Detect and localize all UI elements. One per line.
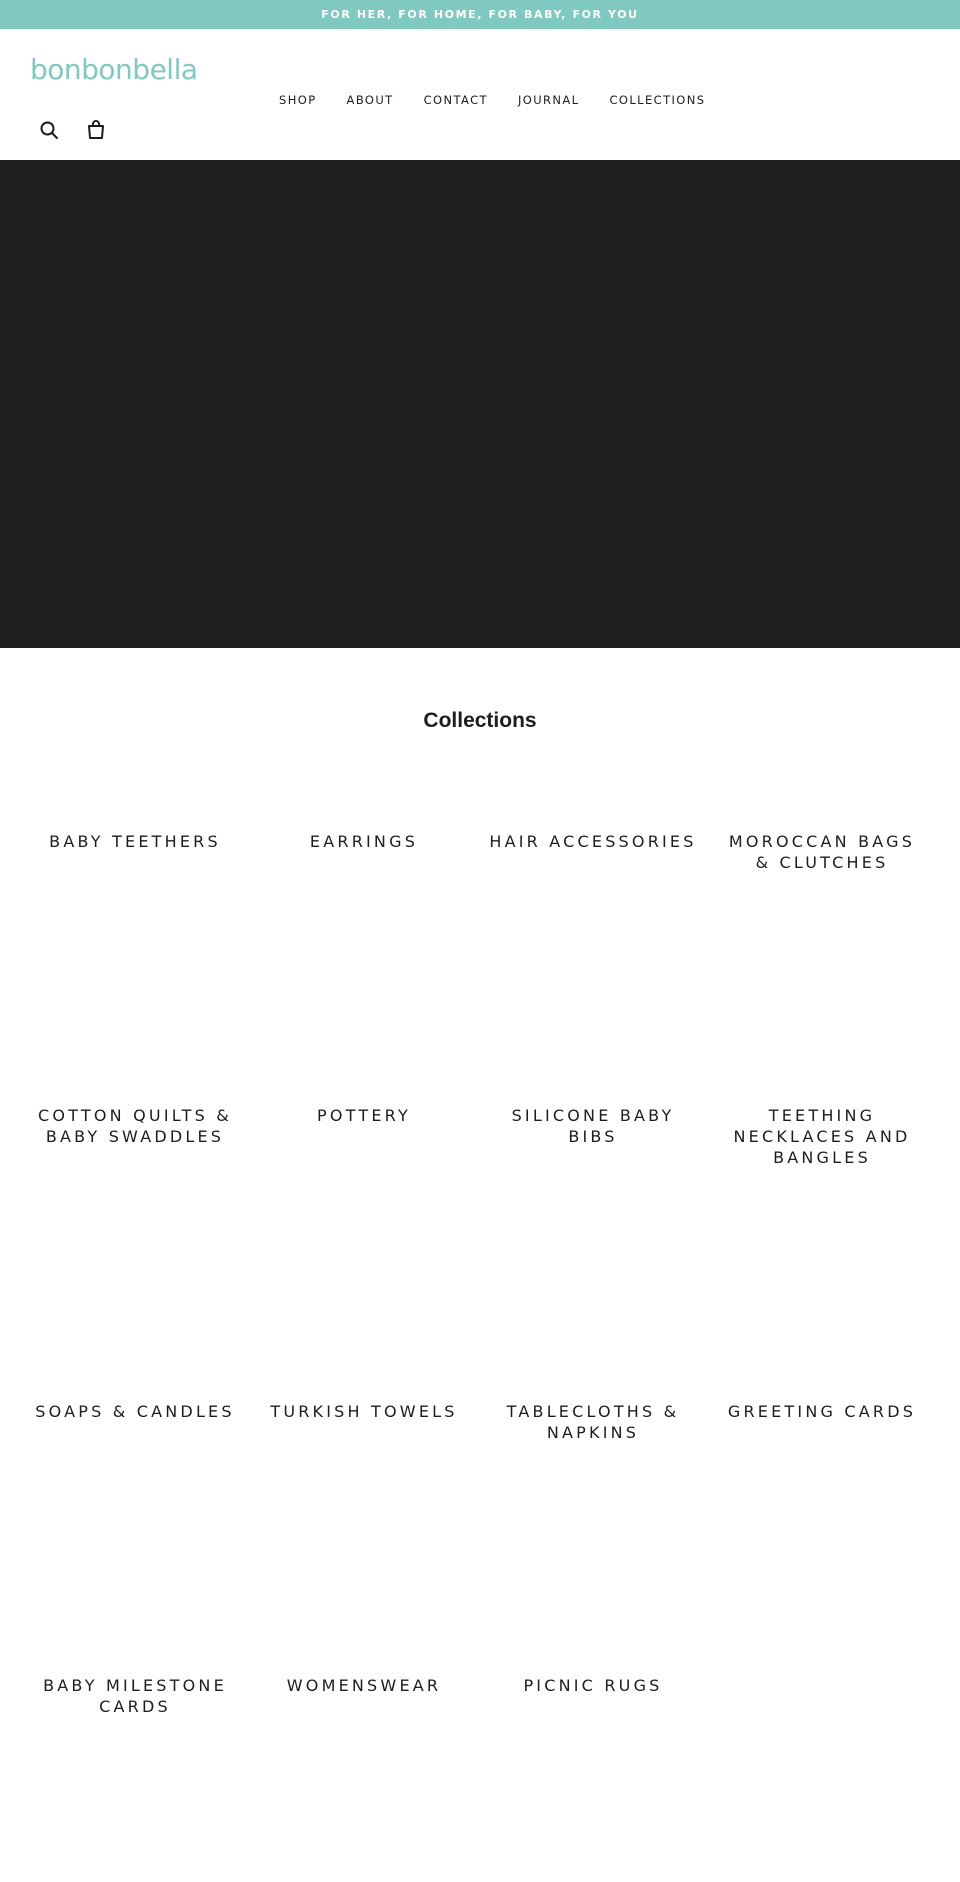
collection-label: GREETING CARDS [727, 1402, 917, 1421]
cart-icon [86, 120, 106, 140]
logo-wordmark [30, 51, 198, 87]
collection-label: EARRINGS [309, 832, 419, 851]
page-title: Collections [423, 709, 537, 732]
collection-label: COTTON QUILTS & BABY SWADDLES [38, 1106, 232, 1146]
nav-item-collections[interactable]: COLLECTIONS [609, 93, 706, 107]
collection-tile[interactable] [21, 1675, 249, 1717]
nav-item-journal[interactable]: JOURNAL [517, 93, 580, 107]
collection-label: MOROCCAN BAGS & CLUTCHES [728, 832, 916, 872]
collection-label: TURKISH TOWELS [270, 1402, 458, 1421]
collection-label: BABY TEETHERS [49, 832, 221, 851]
collection-label: SOAPS & CANDLES [35, 1402, 235, 1421]
collection-label: TEETHING NECKLACES AND BANGLES [733, 1106, 911, 1167]
collection-tile[interactable] [479, 1401, 707, 1443]
collection-label: TABLECLOTHS & NAPKINS [506, 1402, 680, 1442]
collection-grid [0, 736, 960, 1882]
collection-label: SILICONE BABY BIBS [511, 1106, 675, 1146]
collection-label: POTTERY [317, 1106, 411, 1125]
search-icon [39, 120, 59, 140]
collection-label: WOMENSWEAR [286, 1676, 442, 1695]
collection-tile[interactable] [479, 831, 707, 852]
collection-tile[interactable] [708, 831, 936, 873]
collection-tile[interactable] [708, 1105, 936, 1168]
nav-item-shop[interactable]: SHOP [279, 93, 317, 107]
announcement-text: FOR HER, FOR HOME, FOR BABY, FOR YOU [321, 8, 639, 21]
collection-tile[interactable] [708, 1401, 936, 1422]
collection-tile[interactable] [250, 831, 478, 852]
collection-label: BABY MILESTONE CARDS [43, 1676, 227, 1716]
announcement-bar [0, 0, 960, 29]
nav-item-contact[interactable]: CONTACT [423, 93, 488, 107]
collection-tile[interactable] [21, 831, 249, 852]
collection-label: HAIR ACCESSORIES [489, 832, 697, 851]
nav-item-about[interactable]: ABOUT [346, 93, 394, 107]
hero-banner [0, 160, 960, 648]
site-header [0, 29, 960, 160]
logo-text: bonbonbella [30, 53, 198, 86]
collection-tile[interactable] [21, 1105, 249, 1147]
search-button[interactable] [36, 117, 62, 143]
collection-tile[interactable] [250, 1675, 478, 1696]
collection-tile[interactable] [479, 1105, 707, 1147]
collection-label: PICNIC RUGS [523, 1676, 663, 1695]
collection-tile[interactable] [250, 1401, 478, 1422]
cart-button[interactable] [83, 117, 109, 143]
collection-tile[interactable] [479, 1675, 707, 1696]
collection-tile[interactable] [21, 1401, 249, 1422]
collection-tile[interactable] [250, 1105, 478, 1126]
site-logo[interactable] [30, 51, 198, 87]
